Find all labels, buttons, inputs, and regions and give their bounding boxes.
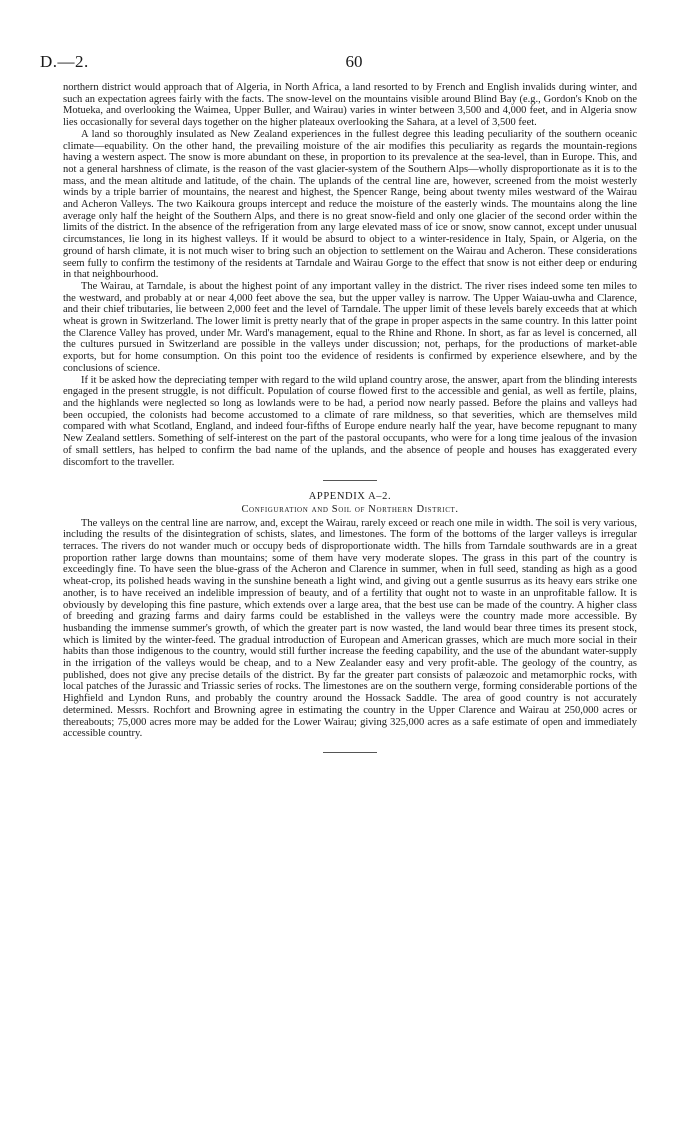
appendix-paragraph: The valleys on the central line are narrow, and, except the Wairau, rarely exceed or reach one mile in width. The soil is very various, including the results of the disintegration of schists, slates, and limestones. The form of the bottoms of the larger valleys is irregular terraces. The rivers do not wander much or occupy beds of disproportionate width. The hills from Tarndale southwards are in a great proportion rather large downs than mountains; some of them have very moderate slopes. The grass in this part of the country is exceedingly fine. To have seen the blue-grass of the Acheron and Clarence in summer, when in full seed, standing as high as a good wheat-crop, its polished heads waving in the sunshine beneath a light wind, and giving out a gentle susurrus as its heavy ears strike one another, is to have received an indelible impression of beauty, and of a fertility that ought not to waste in an unprofitable fallow. It is obviously by developing this fine pasture, which extends over a large area, that the best use can be made of the country. A higher class of breeding and grazing farms and dairy farms could be established in the valleys were the country made more accessible. By husbanding the immense summer's growth, of which the greater part is now wasted, the land would bear three times its present stock, which is limited by the winter-feed. The gradual introduction of European and American grasses, which are much more social in their habits than those indigenous to the country, would still further increase the feeding capability, and the use of the abundant water-supply in the irrigation of the valleys would be cheap, and to a New Zealander easy and very profit-able. The geology of the country, as published, does not give any precise details of the district. By far the greater part consists of palæozoic and metamorphic rocks, with local patches of the Jurassic and Triassic series of rocks. The limestones are on the southern verge, forming considerable portions of the Highfield and Lyndon Runs, and probably the country around the Hossack Saddle. The area of good country is not accurately determined. Messrs. Rochfort and Browning agree in estimating the country in the Upper Clarence and Wairau at 250,000 acres or thereabouts; 75,000 acres more may be added for the Lower Wairau; giving 325,000 acres as a safe estimate of open and immediately accessible country.	[63, 517, 637, 740]
document-reference: D.—2.	[40, 52, 89, 71]
page-number: 60	[345, 52, 363, 71]
page-header	[40, 52, 668, 76]
paragraph: A land so thoroughly insulated as New Zealand experiences in the fullest degree this leading peculiarity of the southern oceanic climate—equability. On the other hand, the prevailing moisture of the air modifies this peculiarity as regards the mountain-regions having a western aspect. The snow is more abundant on these, in proportion to its prevalence at the sea-level, than in Europe. This, and not a general harshness of climate, is the reason of the vast glacier-system of the Southern Alps—wholly disproportionate as it is to the mass, and the mean altitude and latitude, of the chain. The uplands of the central line are, however, screened from the moist westerly winds by a triple barrier of mountains, the nearest and highest, the Spencer Range, being about twenty miles westward of the Wairau and Acheron Valleys. The two Kaikoura groups intercept and reduce the moisture of the easterly winds. The mountains along the line average only half the height of the Southern Alps, and there is no great snow-field and only one glacier of the second order within the limits of the district. In the absence of the refrigeration from any large elevated mass of ice or snow, snow cannot, except under unusual circumstances, lie long in its highest valleys. If it would be absurd to object to a winter-residence in Italy, Spain, or Algeria, on the ground of harsh climate, it is not much wiser to bring such an objection to settlement on the Wairau and Acheron. These considerations seem fully to confirm the testimony of the residents at Tarndale and Wairau Gorge to the effect that snow is not either deep or enduring in that neighbourhood.	[63, 128, 637, 281]
appendix-title: APPENDIX A–2.	[308, 491, 392, 503]
paragraph: The Wairau, at Tarndale, is about the highest point of any important valley in the district. The river rises indeed some ten miles to the westward, and probably at or near 4,000 feet above the sea, but the upper valley is narrow. The Upper Waiau-uwha and Clarence, and their chief tributaries, lie between 2,000 feet and the level of Tarndale. The upper limit of these levels barely exceeds that at which wheat is grown in Switzerland. The lower limit is pretty nearly that of the grape in proper aspects in the same country. In this latter point the Clarence Valley has proved, under Mr. Ward's management, equal to the Rhine and Rhone. In short, as far as level is concerned, all the cultures pursued in Switzerland are possible in the valleys under discussion; not, perhaps, for the productions of market-able exports, but for home consumption. On this point too the evidence of residents is confirmed by experience elsewhere, and by the conclusions of science.	[63, 280, 637, 374]
section-divider	[323, 480, 377, 481]
body-text	[63, 82, 637, 763]
paragraph-continued: northern district would approach that of Algeria, in North Africa, a land resorted to by French and English invalids during winter, and such an expectation agrees fairly with the facts. The snow-level on the mountains visible around Blind Bay (e.g., Gordon's Knob on the Motueka, and overlooking the Waimea, Upper Buller, and Wairau) varies in winter between 3,500 and 4,000 feet, and in Algeria snow lies occasionally for several days together on the higher plateaux overlooking the Sahara, at a level of 3,500 feet.	[63, 82, 637, 129]
paragraph: If it be asked how the depreciating temper with regard to the wild upland country arose, the answer, apart from the blinding interests engaged in the present struggle, is not difficult. Population of course flowed first to the accessible and genial, as well as fertile, plains, and the highlands were neglected so long as lowlands were to be had, a period now nearly passed. Before the plains and valleys had been occupied, the colonists had become accustomed to a climate of rare mildness, so that severities, which are themselves mild compared with what Scotland, England, and indeed four-fifths of Europe endure nearly half the year, have become repugnant to many New Zealand settlers. Something of self-interest on the part of the pastoral occupants, who were for a long time jealous of the invasion of small settlers, has helped to confirm the bad name of the uplands, and the absence of people and houses has exaggerated every discomfort to the traveller.	[63, 374, 637, 468]
section-title: Configuration and Soil of Northern District.	[241, 503, 459, 515]
end-divider	[323, 752, 377, 753]
